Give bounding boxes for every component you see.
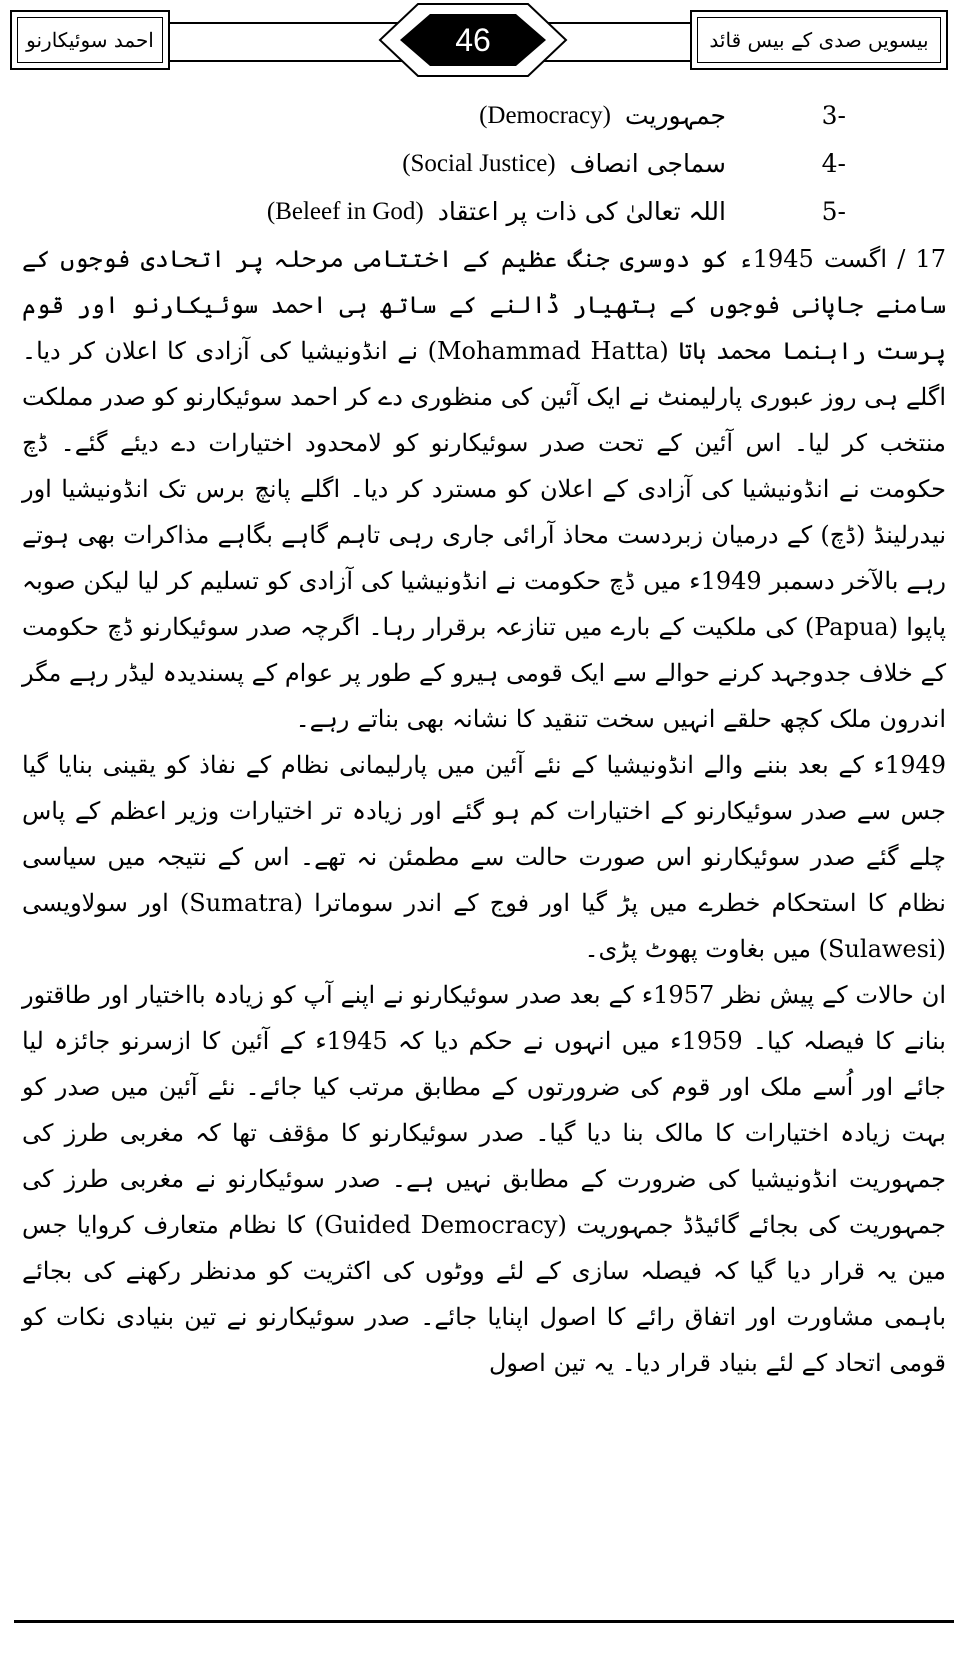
paragraph: 1949ء کے بعد بننے والے انڈونیشیا کے نئے آئین میں پارلیمانی نظام کے نفاذ کو یقینی بنایا گیا جس سے صدر سوئیکارنو کے اختیارات کم ہو گئے اور زیادہ تر اختیارات وزیر اعظم کے پاس چلے گئے صدر سوئیکارنو اس صورت حالت سے مطمئن نہ تھے۔ اس کے نتیجہ میں سیاسی نظام کا استحکام خطرے میں پڑ گیا اور فوج کے اندر سوماترا (Sumatra) اور سولاویسی (Sulawesi) میں بغاوت پھوٹ پڑی۔ [22,751,947,963]
principle-number: 4- [821,149,846,178]
paragraph: 17 / اگست 1945ء کو دوسری جنگ عظیم کے اختتامی مرحلہ پر اتحادی فوجوں کے سامنے جاپانی فوجوں کے ہتھیار ڈالنے کے ساتھ ہی احمد سوئیکارنو اور قوم پرست راہنما محمد ہاتا (Mohammad Hatta) نے انڈونیشیا کی آزادی کا اعلان کر دیا۔ اگلے ہی روز عبوری پارلیمنٹ نے ایک آئین کی منظوری دے کر احمد سوئیکارنو کو صدر مملکت منتخب کر لیا۔ اس آئین کے تحت صدر سوئیکارنو کو لامحدود اختیارات دے دیئے گئے۔ ڈچ حکومت نے انڈونیشیا کی آزادی کے اعلان کو مسترد کر دیا۔ اگلے پانچ برس تک انڈونیشیا اور نیدرلینڈ (ڈچ) کے درمیان زبردست محاذ آرائی جاری رہی تاہم گاہے بگاہے مذاکرات بھی ہوتے رہے بالآخر دسمبر 1949ء میں ڈچ حکومت نے انڈونیشیا کی آزادی کو تسلیم کر لیا لیکن صوبہ پاپوا (Papua) کی ملکیت کے بارے میں تنازعہ برقرار رہا۔ اگرچہ صدر سوئیکارنو ڈچ حکومت کے خلاف جدوجہد کرنے حوالے سے ایک قومی ہیرو کے طور پر عوام کے پسندیدہ لیڈر رہے مگر اندرون ملک کچھ حلقے انہیں سخت تنقید کا نشانہ بھی بناتے رہے۔ [22,245,947,733]
page-number-badge [378,2,568,78]
principle-item [22,92,946,140]
principle-number: 5- [821,197,846,226]
chapter-title-box [10,10,170,70]
page-body [22,92,946,1386]
body-text [22,236,946,1386]
principle-item [22,140,946,188]
book-title: بیسویں صدی کے بیس قائد [697,17,941,63]
principle-english: (Beleef in God) [266,198,424,225]
page-header [0,0,968,80]
book-title-box [690,10,948,70]
principle-english: (Democracy) [479,102,611,129]
principle-urdu: جمہوریت [624,101,726,130]
principle-number: 3- [821,101,846,130]
principle-item [22,188,946,236]
principle-urdu: سماجی انصاف [569,149,726,178]
chapter-title: احمد سوئیکارنو [17,17,163,63]
principle-english: (Social Justice) [402,150,556,177]
page-number: 46 [455,21,491,58]
paragraph: ان حالات کے پیش نظر 1957ء کے بعد صدر سوئیکارنو نے اپنے آپ کو زیادہ بااختیار اور طاقتور بنانے کا فیصلہ کیا۔ 1959ء میں انہوں نے حکم دیا کہ 1945ء کے آئین کا ازسرنو جائزہ لیا جائے اور اُسے ملک اور قوم کی ضرورتوں کے مطابق مرتب کیا جائے۔ نئے آئین میں صدر کو بہت زیادہ اختیارات کا مالک بنا دیا گیا۔ صدر سوئیکارنو کا مؤقف تھا کہ مغربی طرز کی جمہوریت انڈونیشیا کی ضرورت کے مطابق نہیں ہے۔ صدر سوئیکارنو نے مغربی طرز کی جمہوریت کی بجائے گائیڈڈ جمہوریت (Guided Democracy) کا نظام متعارف کروایا جس مین یہ قرار دیا گیا کہ فیصلہ سازی کے لئے ووٹوں کی اکثریت کو مدنظر رکھنے کی بجائے باہمی مشاورت اور اتفاق رائے کا اصول اپنایا جائے۔ صدر سوئیکارنو نے تین بنیادی نکات کو قومی اتحاد کے لئے بنیاد قرار دیا۔ یہ تین اصول [22,981,947,1377]
footer-rule [14,1620,954,1623]
principle-urdu: اللہ تعالیٰ کی ذات پر اعتقاد [437,197,726,226]
